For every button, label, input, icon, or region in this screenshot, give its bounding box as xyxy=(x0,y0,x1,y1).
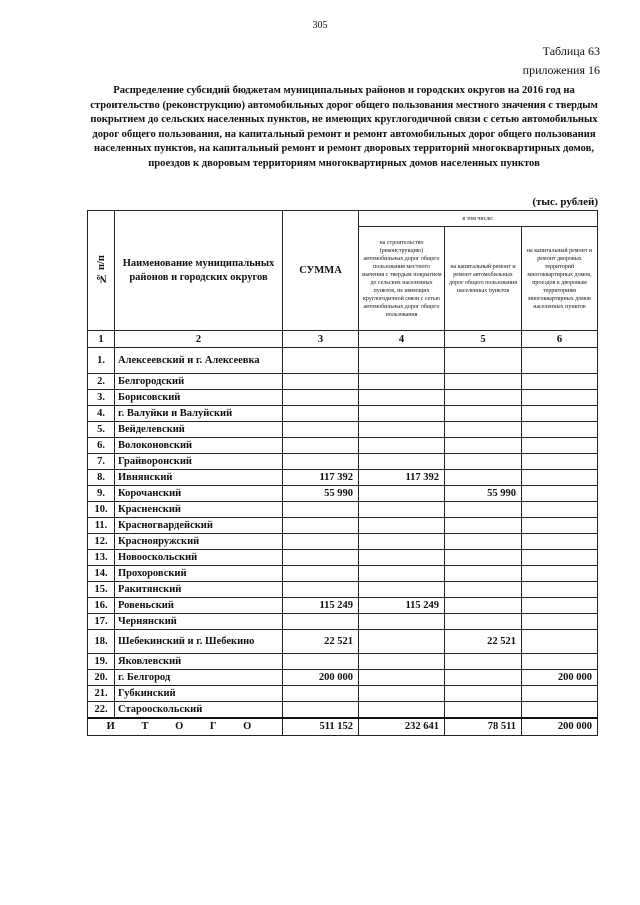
road-repair-cell xyxy=(445,550,522,566)
road-repair-cell xyxy=(445,598,522,614)
row-number: 14. xyxy=(88,566,115,582)
column-number: 3 xyxy=(283,331,359,348)
yard-repair-cell xyxy=(522,654,598,670)
road-repair-cell xyxy=(445,534,522,550)
column-number: 6 xyxy=(522,331,598,348)
table-row xyxy=(88,550,598,566)
yard-repair-cell xyxy=(522,348,598,374)
construction-cell xyxy=(359,406,445,422)
road-repair-cell xyxy=(445,654,522,670)
construction-cell xyxy=(359,454,445,470)
table-row xyxy=(88,702,598,718)
total-sum: 511 152 xyxy=(283,718,359,736)
district-name: Корочанский xyxy=(115,486,283,502)
road-repair-cell xyxy=(445,348,522,374)
yard-repair-cell xyxy=(522,566,598,582)
units-label: (тыс. рублей) xyxy=(532,196,598,208)
road-repair-cell xyxy=(445,518,522,534)
road-repair-cell xyxy=(445,582,522,598)
yard-repair-cell xyxy=(522,454,598,470)
district-name: Волоконовский xyxy=(115,438,283,454)
sum-cell xyxy=(283,550,359,566)
row-number: 6. xyxy=(88,438,115,454)
row-number: 11. xyxy=(88,518,115,534)
column-number: 2 xyxy=(115,331,283,348)
table-row xyxy=(88,598,598,614)
table-row xyxy=(88,670,598,686)
table-row xyxy=(88,406,598,422)
table-row xyxy=(88,654,598,670)
yard-repair-cell xyxy=(522,702,598,718)
header-name: Наименование муниципальных районов и городских округов xyxy=(115,211,283,331)
sum-cell xyxy=(283,614,359,630)
road-repair-cell xyxy=(445,470,522,486)
district-name: Старооскольский xyxy=(115,702,283,718)
table-row xyxy=(88,630,598,654)
district-name: Краснояружский xyxy=(115,534,283,550)
row-number: 17. xyxy=(88,614,115,630)
road-repair-cell xyxy=(445,422,522,438)
sum-cell xyxy=(283,438,359,454)
road-repair-cell xyxy=(445,390,522,406)
yard-repair-cell xyxy=(522,406,598,422)
sum-cell xyxy=(283,454,359,470)
table-row xyxy=(88,582,598,598)
construction-cell xyxy=(359,502,445,518)
sum-cell xyxy=(283,582,359,598)
header-col-4: на строительство (реконструкцию) автомобильных дорог общего пользования местного значения с твердым покрытием до сельских населенных пунктов, не имеющих круглогодичной связи с сетью автомобильных дорог общего пользования xyxy=(359,227,445,331)
row-number: 22. xyxy=(88,702,115,718)
road-repair-cell xyxy=(445,670,522,686)
header-number: № п/п xyxy=(88,211,115,331)
row-number: 12. xyxy=(88,534,115,550)
sum-cell xyxy=(283,686,359,702)
yard-repair-cell xyxy=(522,438,598,454)
construction-cell xyxy=(359,670,445,686)
yard-repair-cell xyxy=(522,550,598,566)
row-number: 10. xyxy=(88,502,115,518)
sum-cell: 117 392 xyxy=(283,470,359,486)
sum-cell xyxy=(283,534,359,550)
total-label: И Т О Г О xyxy=(88,718,283,736)
row-number: 4. xyxy=(88,406,115,422)
table-row xyxy=(88,502,598,518)
total-construction: 232 641 xyxy=(359,718,445,736)
sum-cell xyxy=(283,390,359,406)
construction-cell xyxy=(359,686,445,702)
header-sum: СУММА xyxy=(283,211,359,331)
table-row xyxy=(88,422,598,438)
construction-cell xyxy=(359,486,445,502)
row-number: 15. xyxy=(88,582,115,598)
row-number: 2. xyxy=(88,374,115,390)
sum-cell xyxy=(283,518,359,534)
construction-cell xyxy=(359,438,445,454)
table-row xyxy=(88,374,598,390)
district-name: Красногвардейский xyxy=(115,518,283,534)
road-repair-cell xyxy=(445,406,522,422)
yard-repair-cell xyxy=(522,534,598,550)
row-number: 21. xyxy=(88,686,115,702)
total-row xyxy=(88,718,598,736)
table-row xyxy=(88,486,598,502)
district-name: Борисовский xyxy=(115,390,283,406)
row-number: 8. xyxy=(88,470,115,486)
road-repair-cell: 22 521 xyxy=(445,630,522,654)
header-including: в том числе: xyxy=(359,211,598,227)
sum-cell xyxy=(283,702,359,718)
yard-repair-cell xyxy=(522,686,598,702)
construction-cell xyxy=(359,614,445,630)
district-name: Ивнянский xyxy=(115,470,283,486)
table-row xyxy=(88,614,598,630)
column-number: 1 xyxy=(88,331,115,348)
road-repair-cell xyxy=(445,614,522,630)
table-row xyxy=(88,390,598,406)
total-road-repair: 78 511 xyxy=(445,718,522,736)
construction-cell xyxy=(359,374,445,390)
sum-cell xyxy=(283,502,359,518)
yard-repair-cell xyxy=(522,582,598,598)
column-number: 5 xyxy=(445,331,522,348)
construction-cell xyxy=(359,422,445,438)
table-row xyxy=(88,686,598,702)
row-number: 5. xyxy=(88,422,115,438)
yard-repair-cell xyxy=(522,422,598,438)
district-name: Чернянский xyxy=(115,614,283,630)
road-repair-cell xyxy=(445,374,522,390)
table-label: Таблица 63 xyxy=(542,44,600,58)
row-number: 16. xyxy=(88,598,115,614)
district-name: г. Белгород xyxy=(115,670,283,686)
row-number: 19. xyxy=(88,654,115,670)
table-row xyxy=(88,454,598,470)
district-name: Новооскольский xyxy=(115,550,283,566)
construction-cell xyxy=(359,582,445,598)
yard-repair-cell: 200 000 xyxy=(522,670,598,686)
row-number: 9. xyxy=(88,486,115,502)
yard-repair-cell xyxy=(522,486,598,502)
subsidy-table xyxy=(87,210,598,736)
district-name: Белгородский xyxy=(115,374,283,390)
road-repair-cell: 55 990 xyxy=(445,486,522,502)
district-name: Вейделевский xyxy=(115,422,283,438)
table-row xyxy=(88,348,598,374)
construction-cell: 115 249 xyxy=(359,598,445,614)
district-name: Прохоровский xyxy=(115,566,283,582)
appendix-label: приложения 16 xyxy=(522,63,600,77)
road-repair-cell xyxy=(445,702,522,718)
yard-repair-cell xyxy=(522,390,598,406)
district-name: Грайворонский xyxy=(115,454,283,470)
district-name: Алексеевский и г. Алексеевка xyxy=(115,348,283,374)
total-yard-repair: 200 000 xyxy=(522,718,598,736)
column-numbers-row xyxy=(88,331,598,348)
construction-cell xyxy=(359,518,445,534)
road-repair-cell xyxy=(445,502,522,518)
sum-cell xyxy=(283,374,359,390)
sum-cell: 55 990 xyxy=(283,486,359,502)
header-col-5: на капитальный ремонт и ремонт автомобильных дорог общего пользования населенных пунктов xyxy=(445,227,522,331)
district-name: Яковлевский xyxy=(115,654,283,670)
construction-cell xyxy=(359,390,445,406)
construction-cell xyxy=(359,566,445,582)
row-number: 20. xyxy=(88,670,115,686)
district-name: Шебекинский и г. Шебекино xyxy=(115,630,283,654)
sum-cell: 22 521 xyxy=(283,630,359,654)
sum-cell: 115 249 xyxy=(283,598,359,614)
construction-cell xyxy=(359,630,445,654)
construction-cell xyxy=(359,550,445,566)
sum-cell xyxy=(283,566,359,582)
yard-repair-cell xyxy=(522,518,598,534)
header-col-6: на капитальный ремонт и ремонт дворовых территорий многоквартирных домов, проездов к дворовым территориям многоквартирных домов населенных пунктов xyxy=(522,227,598,331)
district-name: Ровеньский xyxy=(115,598,283,614)
row-number: 3. xyxy=(88,390,115,406)
row-number: 1. xyxy=(88,348,115,374)
yard-repair-cell xyxy=(522,598,598,614)
construction-cell xyxy=(359,348,445,374)
row-number: 18. xyxy=(88,630,115,654)
sum-cell xyxy=(283,654,359,670)
construction-cell xyxy=(359,534,445,550)
district-name: Ракитянский xyxy=(115,582,283,598)
yard-repair-cell xyxy=(522,614,598,630)
sum-cell xyxy=(283,422,359,438)
district-name: г. Валуйки и Валуйский xyxy=(115,406,283,422)
yard-repair-cell xyxy=(522,374,598,390)
table-row xyxy=(88,566,598,582)
yard-repair-cell xyxy=(522,502,598,518)
document-title: Распределение субсидий бюджетам муниципальных районов и городских округов на 2016 год на строительство (реконструкцию) автомобильных дорог общего пользования местного значения с твердым покрытием до сельских населенных пунктов, не имеющих круглогодичной связи с сетью автомобильных дорог общего пользования, на капитальный ремонт и ремонт автомобильных дорог общего пользования населенных пунктов, на капитальный ремонт и ремонт дворовых территорий многоквартирных домов, проездов к дворовым территориям многоквартирных домов населенных пунктов xyxy=(90,85,598,169)
road-repair-cell xyxy=(445,438,522,454)
road-repair-cell xyxy=(445,686,522,702)
construction-cell xyxy=(359,702,445,718)
table-row xyxy=(88,534,598,550)
road-repair-cell xyxy=(445,454,522,470)
district-name: Красненский xyxy=(115,502,283,518)
yard-repair-cell xyxy=(522,470,598,486)
sum-cell xyxy=(283,406,359,422)
row-number: 7. xyxy=(88,454,115,470)
sum-cell xyxy=(283,348,359,374)
page-number: 305 xyxy=(312,20,328,31)
construction-cell: 117 392 xyxy=(359,470,445,486)
column-number: 4 xyxy=(359,331,445,348)
district-name: Губкинский xyxy=(115,686,283,702)
sum-cell: 200 000 xyxy=(283,670,359,686)
construction-cell xyxy=(359,654,445,670)
road-repair-cell xyxy=(445,566,522,582)
row-number: 13. xyxy=(88,550,115,566)
table-row xyxy=(88,470,598,486)
yard-repair-cell xyxy=(522,630,598,654)
table-row xyxy=(88,438,598,454)
table-row xyxy=(88,518,598,534)
